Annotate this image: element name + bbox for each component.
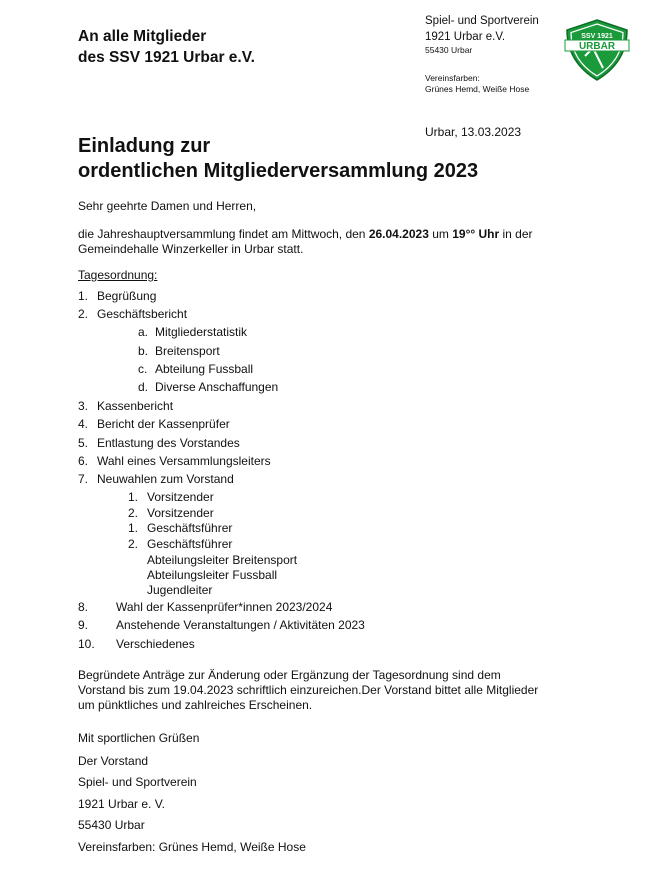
agenda-item-text: Abteilungsleiter Breitensport: [147, 553, 298, 567]
signature-line: Mit sportlichen Grüßen: [78, 731, 200, 745]
signature-line: Vereinsfarben: Grünes Hemd, Weiße Hose: [78, 840, 306, 854]
sender-colors: Grünes Hemd, Weiße Hose: [425, 84, 530, 94]
agenda-item-text: Mitgliederstatistik: [155, 325, 248, 339]
signature-line: Der Vorstand: [78, 754, 149, 768]
agenda-item-number: 7.: [78, 472, 89, 486]
intro-text-c: in der Gemeindehalle Winzerkeller in Urbar statt.: [78, 227, 533, 256]
agenda-item-number: 10.: [78, 637, 95, 651]
agenda-item-text: Wahl eines Versammlungsleiters: [97, 454, 271, 468]
letter-date: Urbar, 13.03.2023: [425, 125, 522, 139]
agenda-item-number: 1.: [128, 521, 139, 535]
agenda-item-number: 1.: [78, 289, 89, 303]
agenda-item-text: Anstehende Veranstaltungen / Aktivitäten 2023: [116, 618, 365, 632]
agenda-item-text: Geschäftsführer: [147, 537, 233, 551]
agenda-item-text: Abteilungsleiter Fussball: [147, 568, 278, 582]
agenda-item-number: 1.: [128, 490, 139, 504]
agenda-item-number: 4.: [78, 417, 89, 431]
agenda-item-text: Bericht der Kassenprüfer: [97, 417, 230, 431]
closing-paragraph: Begründete Anträge zur Änderung oder Ergänzung der Tagesordnung sind dem Vorstand bis zum 19.04.2023 schriftlich einzureichen.Der Vorstand bittet alle Mitglieder um pünktliches und zahlreiches Erscheinen.: [78, 668, 539, 712]
sender-name: Spiel- und Sportverein: [425, 15, 539, 27]
agenda-item-text: Breitensport: [155, 344, 220, 358]
intro-text-a: die Jahreshauptversammlung findet am Mittwoch, den: [78, 227, 369, 241]
signature-line: 1921 Urbar e. V.: [78, 797, 165, 811]
signature-line: Spiel- und Sportverein: [78, 775, 197, 789]
agenda-item-number: 5.: [78, 436, 89, 450]
agenda-item-text: Diverse Anschaffungen: [155, 380, 279, 394]
agenda-item-text: Jugendleiter: [147, 583, 213, 597]
agenda-item-number: 6.: [78, 454, 89, 468]
agenda-item-number: d.: [138, 380, 149, 394]
greeting: Sehr geehrte Damen und Herren,: [78, 199, 257, 213]
agenda-item-text: Abteilung Fussball: [155, 362, 254, 376]
sender-line-2: 1921 Urbar e.V.: [425, 31, 506, 43]
agenda-item-number: 9.: [78, 618, 89, 632]
meeting-date: 26.04.2023: [368, 227, 429, 241]
agenda-item-number: 3.: [78, 399, 89, 413]
agenda-item-number: 8.: [78, 600, 89, 614]
agenda-item-text: Wahl der Kassenprüfer*innen 2023/2024: [116, 600, 333, 614]
agenda-item-text: Vorsitzender: [147, 506, 214, 520]
intro-text-b: um: [428, 227, 453, 241]
logo-name: URBAR: [578, 41, 616, 52]
agenda-item-text: Entlastung des Vorstandes: [97, 436, 240, 450]
agenda-heading: Tagesordnung:: [78, 268, 158, 282]
agenda-item-text: Verschiedenes: [116, 637, 195, 651]
agenda-list: [78, 0, 638, 884]
agenda-item-text: Vorsitzender: [147, 490, 214, 504]
sender-city: 55430 Urbar: [425, 45, 473, 55]
agenda-item-number: 2.: [128, 537, 139, 551]
agenda-item-number: 2.: [128, 506, 139, 520]
agenda-item-number: b.: [138, 344, 149, 358]
agenda-item-number: 2.: [78, 307, 89, 321]
agenda-item-text: Kassenbericht: [97, 399, 174, 413]
title-line-2: ordentlichen Mitgliederversammlung 2023: [78, 160, 479, 182]
agenda-item-text: Geschäftsbericht: [97, 307, 188, 321]
agenda-item-number: a.: [138, 325, 149, 339]
logo-top-text: SSV 1921: [581, 33, 613, 40]
meeting-time: 19°° Uhr: [452, 227, 500, 241]
agenda-item-text: Neuwahlen zum Vorstand: [97, 472, 234, 486]
signature-line: 55430 Urbar: [78, 818, 145, 832]
title-line-1: Einladung zur: [78, 135, 211, 157]
recipient-line-2: des SSV 1921 Urbar e.V.: [78, 49, 255, 66]
sender-colors-label: Vereinsfarben:: [425, 73, 480, 83]
agenda-item-number: c.: [138, 362, 148, 376]
recipient-line-1: An alle Mitglieder: [78, 28, 207, 45]
agenda-item-text: Begrüßung: [97, 289, 157, 303]
agenda-item-text: Geschäftsführer: [147, 521, 233, 535]
